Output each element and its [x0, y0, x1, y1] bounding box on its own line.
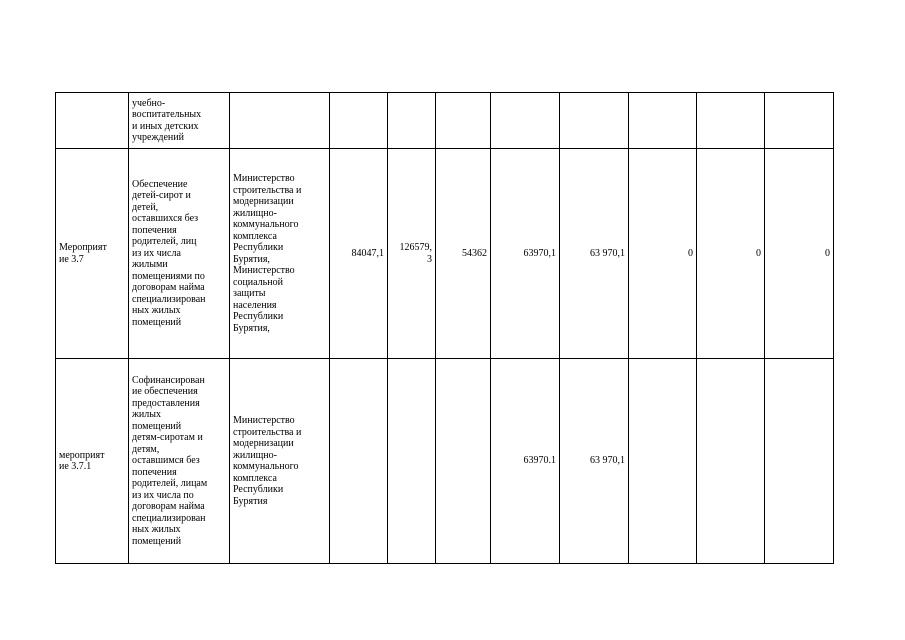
value-cell: 63 970,1 — [560, 359, 629, 564]
row-description-cell: учебно- воспитательных и иных детских учреждений — [129, 93, 230, 149]
table-row — [56, 359, 834, 564]
table-row — [56, 149, 834, 359]
value-cell — [765, 359, 834, 564]
value-cell — [436, 93, 491, 149]
value-cell — [388, 93, 436, 149]
row-id-cell: мероприят ие 3.7.1 — [56, 359, 129, 564]
value-cell — [436, 359, 491, 564]
value-cell: 0 — [765, 149, 834, 359]
value-cell: 63970,1 — [491, 149, 560, 359]
budget-table — [55, 92, 834, 564]
row-executor-cell: Министерство строительства и модернизации жилищно- коммунального комплекса Республики Бурятия — [230, 359, 330, 564]
value-cell: 126579, 3 — [388, 149, 436, 359]
value-cell — [388, 359, 436, 564]
row-executor-cell — [230, 93, 330, 149]
value-cell: 63 970,1 — [560, 149, 629, 359]
value-cell — [697, 93, 765, 149]
row-id-cell: Мероприят ие 3.7 — [56, 149, 129, 359]
row-id-cell — [56, 93, 129, 149]
value-cell: 0 — [697, 149, 765, 359]
value-cell — [330, 93, 388, 149]
value-cell: 63970.1 — [491, 359, 560, 564]
value-cell: 54362 — [436, 149, 491, 359]
value-cell — [330, 359, 388, 564]
value-cell — [491, 93, 560, 149]
row-executor-cell: Министерство строительства и модернизации жилищно- коммунального комплекса Республики Бурятия, Министерство социальной защиты населения Республики Бурятия, — [230, 149, 330, 359]
value-cell — [697, 359, 765, 564]
row-description-cell: Обеспечение детей-сирот и детей, оставшихся без попечения родителей, лиц из их числа жилыми помещениями по договорам найма специализирован ных жилых помещений — [129, 149, 230, 359]
value-cell — [629, 359, 697, 564]
value-cell: 0 — [629, 149, 697, 359]
value-cell — [629, 93, 697, 149]
value-cell: 84047,1 — [330, 149, 388, 359]
table-row — [56, 93, 834, 149]
value-cell — [765, 93, 834, 149]
value-cell — [560, 93, 629, 149]
row-description-cell: Софинансирован ие обеспечения предоставления жилых помещений детям-сиротам и детям, оставшимся без попечения родителей, лицам из их числа по договорам найма специализирован ных жилых помещений — [129, 359, 230, 564]
